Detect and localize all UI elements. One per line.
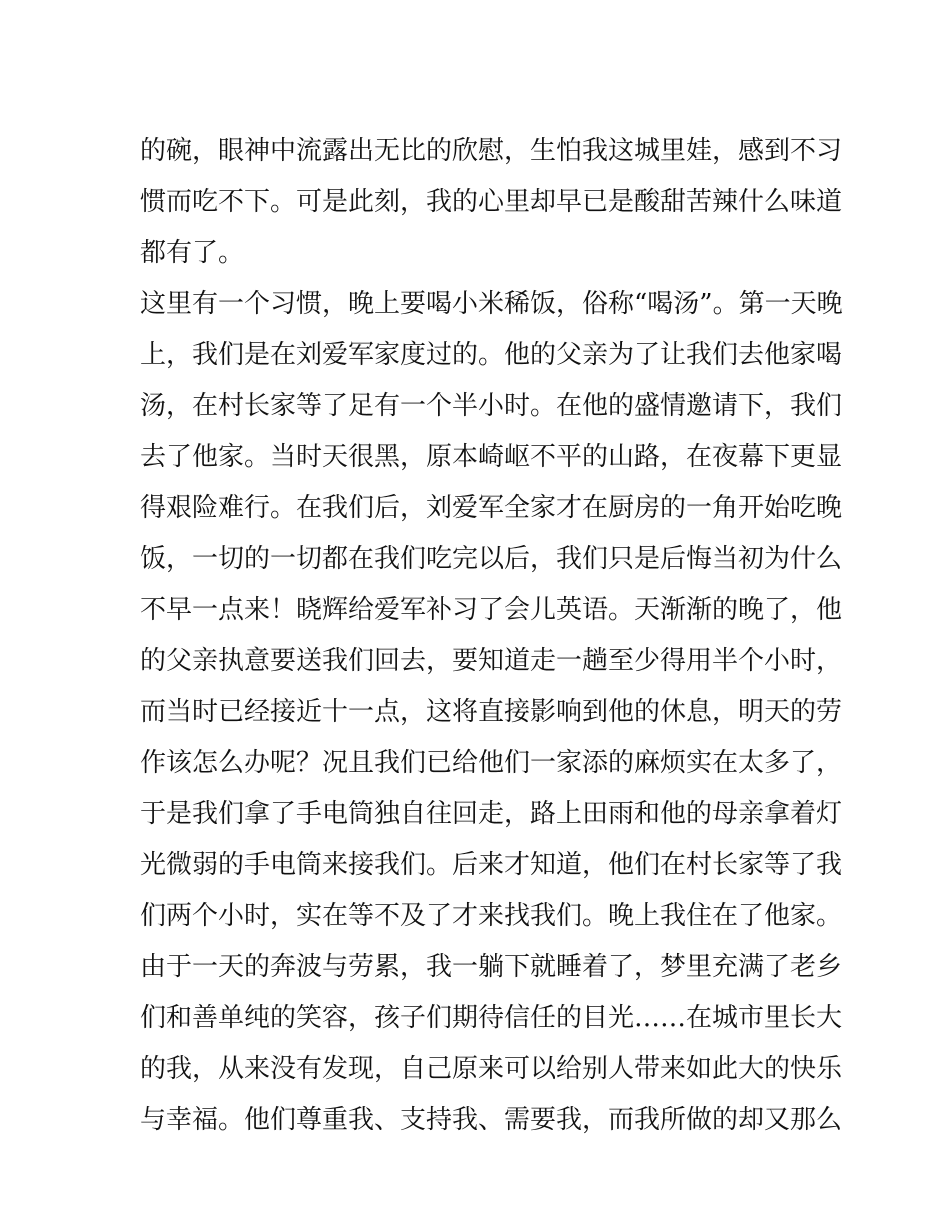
text-line: 而当时已经接近十一点，这将直接影响到他的休息，明天的劳 bbox=[140, 697, 843, 727]
text-line: 去了他家。当时天很黑，原本崎岖不平的山路，在夜幕下更显 bbox=[140, 442, 843, 472]
text-line: 都有了。 bbox=[140, 238, 245, 268]
text-line: 们两个小时，实在等不及了才来找我们。晚上我住在了他家。 bbox=[140, 901, 843, 931]
body-text bbox=[140, 126, 843, 1146]
text-line: 得艰险难行。在我们后，刘爱军全家才在厨房的一角开始吃晚 bbox=[140, 493, 843, 523]
text-line: 于是我们拿了手电筒独自往回走，路上田雨和他的母亲拿着灯 bbox=[140, 799, 843, 829]
text-line: 上，我们是在刘爱军家度过的。他的父亲为了让我们去他家喝 bbox=[140, 340, 843, 370]
text-line: 的碗，眼神中流露出无比的欣慰，生怕我这城里娃，感到不习 bbox=[140, 136, 843, 166]
text-line: 的父亲执意要送我们回去，要知道走一趟至少得用半个小时， bbox=[140, 646, 843, 676]
text-line: 饭，一切的一切都在我们吃完以后，我们只是后悔当初为什么 bbox=[140, 544, 843, 574]
text-line: 惯而吃不下。可是此刻，我的心里却早已是酸甜苦辣什么味道 bbox=[140, 187, 843, 217]
text-line: 光微弱的手电筒来接我们。后来才知道，他们在村长家等了我 bbox=[140, 850, 843, 880]
text-line: 与幸福。他们尊重我、支持我、需要我，而我所做的却又那么 bbox=[140, 1105, 843, 1135]
text-line: 作该怎么办呢？况且我们已给他们一家添的麻烦实在太多了， bbox=[140, 748, 843, 778]
text-line: 们和善单纯的笑容，孩子们期待信任的目光……在城市里长大 bbox=[140, 1003, 843, 1033]
text-line: 不早一点来！晓辉给爱军补习了会儿英语。天渐渐的晚了，他 bbox=[140, 595, 843, 625]
text-line: 汤，在村长家等了足有一个半小时。在他的盛情邀请下，我们 bbox=[140, 391, 843, 421]
text-line: 的我，从来没有发现，自己原来可以给别人带来如此大的快乐 bbox=[140, 1054, 843, 1084]
text-line: 由于一天的奔波与劳累，我一躺下就睡着了，梦里充满了老乡 bbox=[140, 952, 843, 982]
text-line: 这里有一个习惯，晚上要喝小米稀饭，俗称“喝汤”。第一天晚 bbox=[140, 289, 843, 319]
